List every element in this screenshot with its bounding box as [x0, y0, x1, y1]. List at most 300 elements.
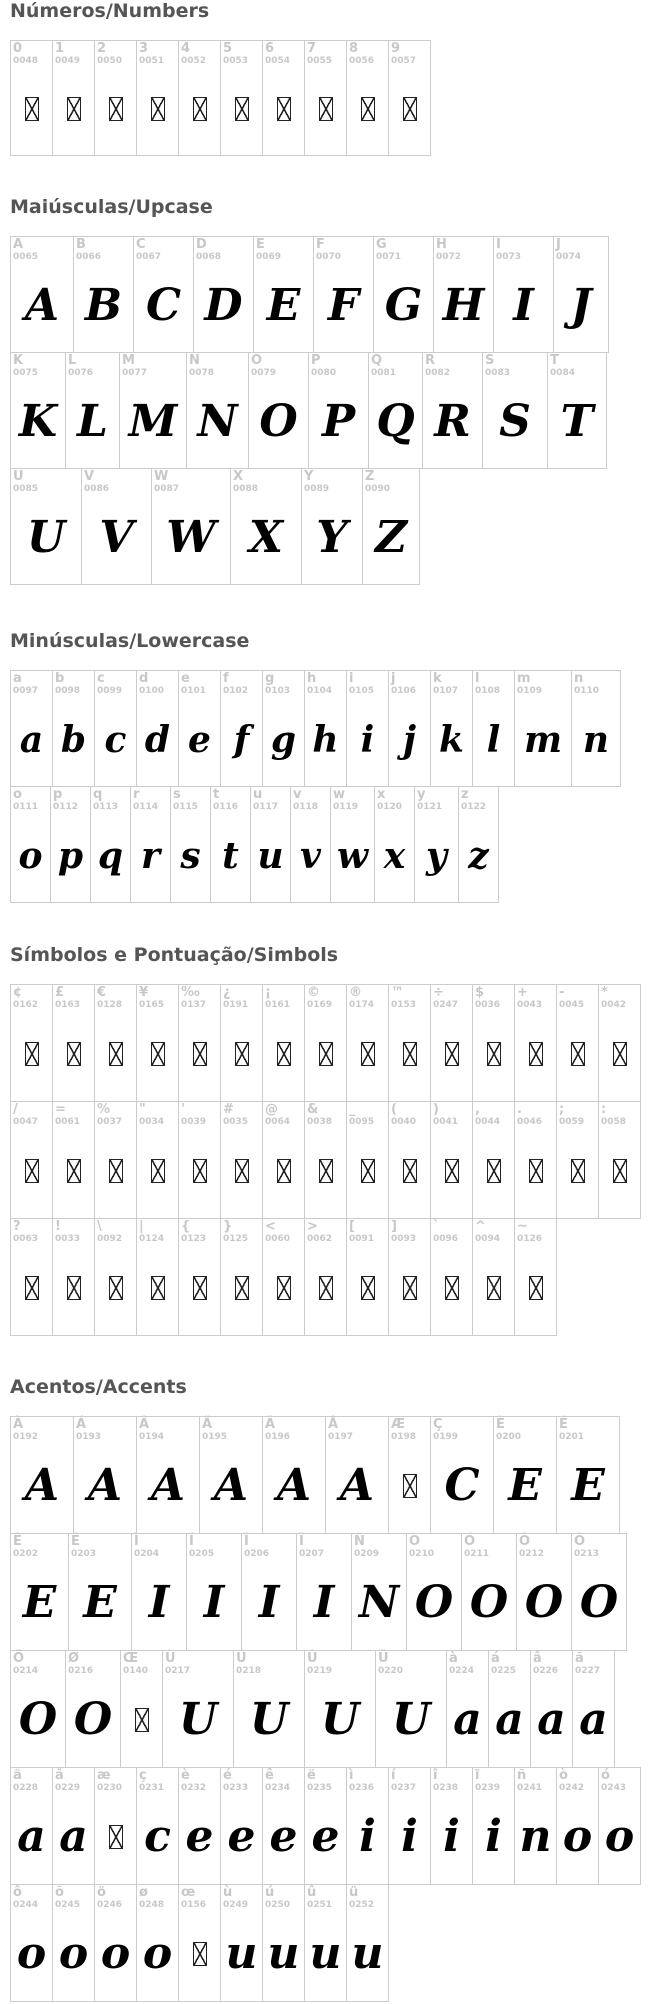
glyph-char-label: Å	[328, 1417, 339, 1432]
glyph-sample: u	[257, 834, 284, 877]
glyph-code-label: 0201	[559, 1432, 585, 1442]
glyph-char-label: Ç	[433, 1417, 443, 1432]
glyph-cell-0233	[220, 1767, 263, 1885]
glyph-code-label: 0203	[71, 1549, 97, 1559]
glyph-sample: v	[300, 834, 321, 877]
glyph-code-label: 0238	[433, 1783, 459, 1793]
glyph-sample: I	[313, 1577, 335, 1628]
glyph-char-label: ^	[475, 1219, 486, 1234]
glyph-char-label: m	[517, 671, 531, 686]
glyph-char-label: <	[265, 1219, 276, 1234]
glyph-sample: o	[562, 1811, 593, 1862]
glyph-cell-0067	[133, 236, 194, 353]
glyph-code-label: 0230	[97, 1783, 123, 1793]
glyph-cell-0198	[388, 1416, 431, 1534]
glyph-char-label: Ê	[13, 1534, 22, 1549]
missing-glyph-icon	[179, 1124, 220, 1218]
glyph-cell-0088	[230, 468, 302, 585]
glyph-code-label: 0061	[55, 1117, 81, 1127]
glyph-sample: k	[439, 718, 464, 761]
missing-glyph-icon	[389, 63, 430, 155]
section-title: Minúsculas/Lowercase	[10, 630, 250, 652]
missing-glyph-icon	[473, 1007, 514, 1101]
glyph-cell-0082	[422, 352, 483, 469]
glyph-char-label: 6	[265, 41, 275, 56]
glyph-row	[10, 1218, 641, 1336]
glyph-sample: E	[266, 279, 301, 331]
glyph-row	[10, 1767, 641, 1885]
glyph-sample: d	[144, 718, 171, 761]
notdef-box-icon	[487, 1276, 501, 1300]
notdef-box-icon	[235, 97, 249, 121]
glyph-cell-0120	[374, 786, 415, 903]
glyph-code-label: 0140	[123, 1666, 149, 1676]
missing-glyph-icon	[305, 1241, 346, 1335]
missing-glyph-icon	[263, 63, 304, 155]
glyph-code-label: 0092	[97, 1234, 123, 1244]
glyph-code-label: 0063	[13, 1234, 39, 1244]
glyph-cell-0086	[81, 468, 152, 585]
glyph-char-label: ù	[223, 1885, 233, 1900]
glyph-code-label: 0082	[425, 368, 451, 378]
glyph-sample: i	[443, 1811, 460, 1862]
glyph-cell-0089	[301, 468, 363, 585]
notdef-box-icon	[151, 97, 165, 121]
glyph-char-label: '	[181, 1102, 185, 1117]
glyph-char-label: $	[475, 985, 485, 1000]
missing-glyph-icon	[95, 1007, 136, 1101]
glyph-code-label: 0108	[475, 686, 501, 696]
glyph-cell-0074	[553, 236, 609, 353]
glyph-code-label: 0050	[97, 56, 123, 66]
glyph-char-label: ,	[475, 1102, 480, 1117]
glyph-char-label: à	[449, 1651, 458, 1666]
glyph-sample: P	[321, 395, 356, 447]
glyph-char-label: :	[601, 1102, 607, 1117]
section-upcase	[10, 196, 609, 585]
glyph-char-label: 4	[181, 41, 191, 56]
glyph-char-label: À	[13, 1417, 24, 1432]
glyph-code-label: 0075	[13, 368, 39, 378]
glyph-code-label: 0110	[574, 686, 600, 696]
glyph-code-label: 0207	[299, 1549, 325, 1559]
missing-glyph-icon	[515, 1241, 556, 1335]
glyph-row	[10, 236, 609, 353]
glyph-cell-0059	[556, 1101, 599, 1219]
glyph-sample: K	[18, 395, 58, 447]
glyph-char-label: ø	[139, 1885, 148, 1900]
glyph-cell-0199	[430, 1416, 494, 1534]
glyph-code-label: 0064	[265, 1117, 291, 1127]
glyph-sample: L	[77, 395, 108, 447]
glyph-cell-0091	[346, 1218, 389, 1336]
glyph-code-label: 0241	[517, 1783, 543, 1793]
glyph-code-label: 0057	[391, 56, 417, 66]
glyph-char-label: E	[256, 237, 265, 252]
glyph-cell-0048	[10, 40, 53, 156]
glyph-char-label: ¢	[13, 985, 23, 1000]
glyph-char-label: \	[97, 1219, 102, 1234]
glyph-cell-0119	[330, 786, 375, 903]
glyph-char-label: 5	[223, 41, 233, 56]
missing-glyph-icon	[95, 1241, 136, 1335]
glyph-sample: A	[150, 1460, 186, 1511]
glyph-char-label: >	[307, 1219, 318, 1234]
glyph-code-label: 0205	[189, 1549, 215, 1559]
notdef-box-icon	[109, 1825, 123, 1849]
glyph-code-label: 0239	[475, 1783, 501, 1793]
notdef-box-icon	[235, 1159, 249, 1183]
glyph-cell-0117	[250, 786, 291, 903]
missing-glyph-icon	[11, 63, 52, 155]
missing-glyph-icon	[347, 1124, 388, 1218]
glyph-cell-0104	[304, 670, 347, 787]
glyph-code-label: 0209	[354, 1549, 380, 1559]
glyph-char-label: U	[13, 469, 24, 484]
notdef-box-icon	[613, 1042, 627, 1066]
glyph-sample: O	[73, 1694, 113, 1745]
glyph-cell-0077	[119, 352, 187, 469]
glyph-cell-0081	[368, 352, 423, 469]
notdef-box-icon	[487, 1042, 501, 1066]
glyph-sample: g	[270, 718, 297, 761]
glyph-cell-0202	[10, 1533, 69, 1651]
glyph-char-label: b	[55, 671, 65, 686]
notdef-box-icon	[319, 97, 333, 121]
glyph-char-label: R	[425, 353, 436, 368]
glyph-cell-0220	[375, 1650, 447, 1768]
glyph-sample: X	[248, 511, 284, 563]
glyph-code-label: 0072	[436, 252, 462, 262]
glyph-cell-0227	[572, 1650, 615, 1768]
notdef-box-icon	[235, 1276, 249, 1300]
glyph-sample: O	[414, 1577, 454, 1628]
glyph-cell-0038	[304, 1101, 347, 1219]
glyph-code-label: 0065	[13, 252, 39, 262]
glyph-cell-0241	[514, 1767, 557, 1885]
glyph-sample: a	[59, 1811, 88, 1862]
missing-glyph-icon	[53, 1124, 94, 1218]
notdef-box-icon	[529, 1159, 543, 1183]
glyph-char-label: w	[333, 787, 346, 802]
glyph-cell-0050	[94, 40, 137, 156]
glyph-char-label: "	[139, 1102, 146, 1117]
glyph-cell-0070	[313, 236, 374, 353]
glyph-cell-0243	[598, 1767, 641, 1885]
glyph-code-label: 0106	[391, 686, 417, 696]
notdef-box-icon	[571, 1042, 585, 1066]
glyph-char-label: Ò	[409, 1534, 421, 1549]
missing-glyph-icon	[389, 1007, 430, 1101]
notdef-box-icon	[151, 1042, 165, 1066]
glyph-char-label: I	[496, 237, 501, 252]
glyph-cell-0213	[571, 1533, 627, 1651]
glyph-char-label: Œ	[123, 1651, 139, 1666]
notdef-box-icon	[109, 1159, 123, 1183]
glyph-cell-0054	[262, 40, 305, 156]
missing-glyph-icon	[137, 1241, 178, 1335]
glyph-code-label: 0054	[265, 56, 291, 66]
glyph-cell-0162	[10, 984, 53, 1102]
glyph-cell-0203	[68, 1533, 132, 1651]
glyph-char-label: €	[97, 985, 107, 1000]
glyph-sample: u	[267, 1928, 300, 1979]
glyph-code-label: 0191	[223, 1000, 249, 1010]
glyph-cell-0105	[346, 670, 389, 787]
glyph-code-label: 0101	[181, 686, 207, 696]
glyph-char-label: `	[433, 1219, 440, 1234]
glyph-char-label: ¡	[265, 985, 271, 1000]
glyph-char-label: A	[13, 237, 24, 252]
notdef-box-icon	[487, 1159, 501, 1183]
glyph-code-label: 0046	[517, 1117, 543, 1127]
glyph-code-label: 0252	[349, 1900, 375, 1910]
glyph-code-label: 0111	[13, 802, 39, 812]
glyph-sample: A	[213, 1460, 249, 1511]
glyph-char-label: y	[417, 787, 426, 802]
glyph-cell-0205	[186, 1533, 242, 1651]
glyph-cell-0195	[199, 1416, 263, 1534]
glyph-cell-0239	[472, 1767, 515, 1885]
glyph-sample: f	[233, 718, 250, 761]
glyph-cell-0116	[210, 786, 251, 903]
glyph-cell-0099	[94, 670, 137, 787]
glyph-cell-0200	[493, 1416, 557, 1534]
glyph-char-label: L	[68, 353, 77, 368]
glyph-cell-0042	[598, 984, 641, 1102]
missing-glyph-icon	[515, 1007, 556, 1101]
glyph-char-label: &	[307, 1102, 319, 1117]
glyph-char-label: Æ	[391, 1417, 406, 1432]
glyph-code-label: 0192	[13, 1432, 39, 1442]
glyph-sample: r	[141, 834, 160, 877]
glyph-code-label: 0161	[265, 1000, 291, 1010]
glyph-cell-0036	[472, 984, 515, 1102]
missing-glyph-icon	[473, 1124, 514, 1218]
glyph-char-label: ì	[349, 1768, 354, 1783]
glyph-char-label: õ	[55, 1885, 64, 1900]
glyph-sample: e	[188, 718, 211, 761]
glyph-char-label: Î	[244, 1534, 249, 1549]
glyph-cell-0033	[52, 1218, 95, 1336]
glyph-char-label: a	[13, 671, 22, 686]
glyph-char-label: J	[556, 237, 561, 252]
glyph-char-label: É	[559, 1417, 568, 1432]
glyph-cell-0140	[120, 1650, 163, 1768]
glyph-code-label: 0109	[517, 686, 543, 696]
glyph-char-label: ä	[13, 1768, 22, 1783]
glyph-cell-0206	[241, 1533, 297, 1651]
notdef-box-icon	[235, 1042, 249, 1066]
glyph-cell-0071	[373, 236, 434, 353]
missing-glyph-icon	[557, 1007, 598, 1101]
glyph-code-label: 0045	[559, 1000, 585, 1010]
glyph-cell-0102	[220, 670, 263, 787]
glyph-code-label: 0202	[13, 1549, 39, 1559]
glyph-code-label: 0047	[13, 1117, 39, 1127]
glyph-code-label: 0162	[13, 1000, 39, 1010]
glyph-cell-0156	[178, 1884, 221, 2002]
glyph-code-label: 0099	[97, 686, 123, 696]
glyph-cell-0106	[388, 670, 431, 787]
glyph-char-label: ò	[559, 1768, 568, 1783]
glyph-cell-0225	[488, 1650, 531, 1768]
missing-glyph-icon	[137, 1124, 178, 1218]
glyph-sample: a	[17, 1811, 46, 1862]
glyph-cell-0246	[94, 1884, 137, 2002]
notdef-box-icon	[361, 97, 375, 121]
glyph-code-label: 0039	[181, 1117, 207, 1127]
glyph-code-label: 0163	[55, 1000, 81, 1010]
glyph-sample: U	[26, 511, 66, 563]
glyph-code-label: 0070	[316, 252, 342, 262]
glyph-char-label: æ	[97, 1768, 111, 1783]
glyph-code-label: 0084	[550, 368, 576, 378]
glyph-cell-0153	[388, 984, 431, 1102]
glyph-char-label: f	[223, 671, 229, 686]
glyph-code-label: 0224	[449, 1666, 475, 1676]
glyph-char-label: )	[433, 1102, 439, 1117]
glyph-char-label: o	[13, 787, 22, 802]
glyph-code-label: 0034	[139, 1117, 165, 1127]
glyph-row	[10, 468, 609, 585]
glyph-code-label: 0037	[97, 1117, 123, 1127]
glyph-code-label: 0114	[133, 802, 159, 812]
glyph-sample: C	[145, 279, 182, 331]
missing-glyph-icon	[11, 1007, 52, 1101]
notdef-box-icon	[277, 97, 291, 121]
glyph-code-label: 0250	[265, 1900, 291, 1910]
glyph-cell-0174	[346, 984, 389, 1102]
glyph-cell-0037	[94, 1101, 137, 1219]
glyph-cell-0092	[94, 1218, 137, 1336]
glyph-cell-0235	[304, 1767, 347, 1885]
glyph-cell-0137	[178, 984, 221, 1102]
glyph-code-label: 0076	[68, 368, 94, 378]
section-lowercase	[10, 630, 621, 903]
missing-glyph-icon	[53, 1007, 94, 1101]
glyph-cell-0075	[10, 352, 66, 469]
glyph-cell-0219	[304, 1650, 376, 1768]
glyph-cell-0047	[10, 1101, 53, 1219]
glyph-sample: F	[327, 279, 360, 331]
glyph-char-label: /	[13, 1102, 18, 1117]
glyph-row	[10, 984, 641, 1102]
glyph-sample: j	[402, 718, 417, 761]
glyph-cell-0073	[493, 236, 554, 353]
glyph-code-label: 0248	[139, 1900, 165, 1910]
glyph-sample: E	[22, 1577, 57, 1628]
glyph-cell-0097	[10, 670, 53, 787]
glyph-cell-0242	[556, 1767, 599, 1885]
glyph-cell-0103	[262, 670, 305, 787]
glyph-code-label: 0040	[391, 1117, 417, 1127]
missing-glyph-icon	[305, 63, 346, 155]
glyph-code-label: 0048	[13, 56, 39, 66]
glyph-cell-0197	[325, 1416, 389, 1534]
glyph-cell-0212	[516, 1533, 572, 1651]
glyph-cell-0093	[388, 1218, 431, 1336]
glyph-code-label: 0053	[223, 56, 249, 66]
glyph-cell-0234	[262, 1767, 305, 1885]
glyph-code-label: 0049	[55, 56, 81, 66]
glyph-sample: U	[391, 1694, 431, 1745]
glyph-cell-0076	[65, 352, 120, 469]
glyph-code-label: 0043	[517, 1000, 543, 1010]
glyph-code-label: 0042	[601, 1000, 627, 1010]
glyph-code-label: 0197	[328, 1432, 354, 1442]
glyph-cell-0226	[530, 1650, 573, 1768]
glyph-code-label: 0112	[53, 802, 79, 812]
glyph-char-label: V	[84, 469, 95, 484]
notdef-box-icon	[529, 1276, 543, 1300]
glyph-cell-0196	[262, 1416, 326, 1534]
glyph-code-label: 0096	[433, 1234, 459, 1244]
glyph-cell-0216	[65, 1650, 121, 1768]
glyph-char-label: s	[173, 787, 181, 802]
glyph-code-label: 0156	[181, 1900, 207, 1910]
glyph-char-label: 0	[13, 41, 23, 56]
notdef-box-icon	[25, 1159, 39, 1183]
glyph-code-label: 0198	[391, 1432, 417, 1442]
glyph-row	[10, 670, 621, 787]
glyph-code-label: 0089	[304, 484, 330, 494]
glyph-char-label: é	[223, 1768, 232, 1783]
glyph-code-label: 0196	[265, 1432, 291, 1442]
glyph-cell-0192	[10, 1416, 74, 1534]
glyph-char-label: r	[133, 787, 140, 802]
glyph-sample: n	[582, 718, 610, 761]
glyph-sample: o	[16, 1928, 47, 1979]
glyph-cell-0060	[262, 1218, 305, 1336]
glyph-code-label: 0218	[236, 1666, 262, 1676]
glyph-char-label: Q	[371, 353, 383, 368]
glyph-sample: w	[337, 834, 368, 877]
notdef-box-icon	[403, 1276, 417, 1300]
glyph-char-label: *	[601, 985, 608, 1000]
glyph-cell-0125	[220, 1218, 263, 1336]
section-title: Símbolos e Pontuação/Simbols	[10, 944, 339, 966]
glyph-row	[10, 1884, 641, 2002]
glyph-code-label: 0079	[251, 368, 277, 378]
glyph-cell-0252	[346, 1884, 389, 2002]
glyph-code-label: 0122	[461, 802, 487, 812]
glyph-char-label: Ë	[71, 1534, 80, 1549]
missing-glyph-icon	[305, 1007, 346, 1101]
glyph-char-label: ñ	[517, 1768, 527, 1783]
glyph-sample: N	[197, 395, 238, 447]
glyph-code-label: 0219	[307, 1666, 333, 1676]
glyph-char-label: ë	[307, 1768, 316, 1783]
glyph-code-label: 0107	[433, 686, 459, 696]
glyph-cell-0100	[136, 670, 179, 787]
section-title: Acentos/Accents	[10, 1376, 187, 1398]
glyph-char-label: q	[93, 787, 103, 802]
glyph-cell-0111	[10, 786, 51, 903]
missing-glyph-icon	[221, 1124, 262, 1218]
section-title: Números/Numbers	[10, 0, 210, 22]
glyph-code-label: 0066	[76, 252, 102, 262]
glyph-code-label: 0153	[391, 1000, 417, 1010]
notdef-box-icon	[613, 1159, 627, 1183]
glyph-sample: a	[537, 1694, 566, 1745]
glyph-cell-0201	[556, 1416, 620, 1534]
glyph-code-label: 0119	[333, 802, 359, 812]
missing-glyph-icon	[221, 1241, 262, 1335]
notdef-box-icon	[403, 1159, 417, 1183]
glyph-cell-0249	[220, 1884, 263, 2002]
glyph-char-label: O	[251, 353, 263, 368]
